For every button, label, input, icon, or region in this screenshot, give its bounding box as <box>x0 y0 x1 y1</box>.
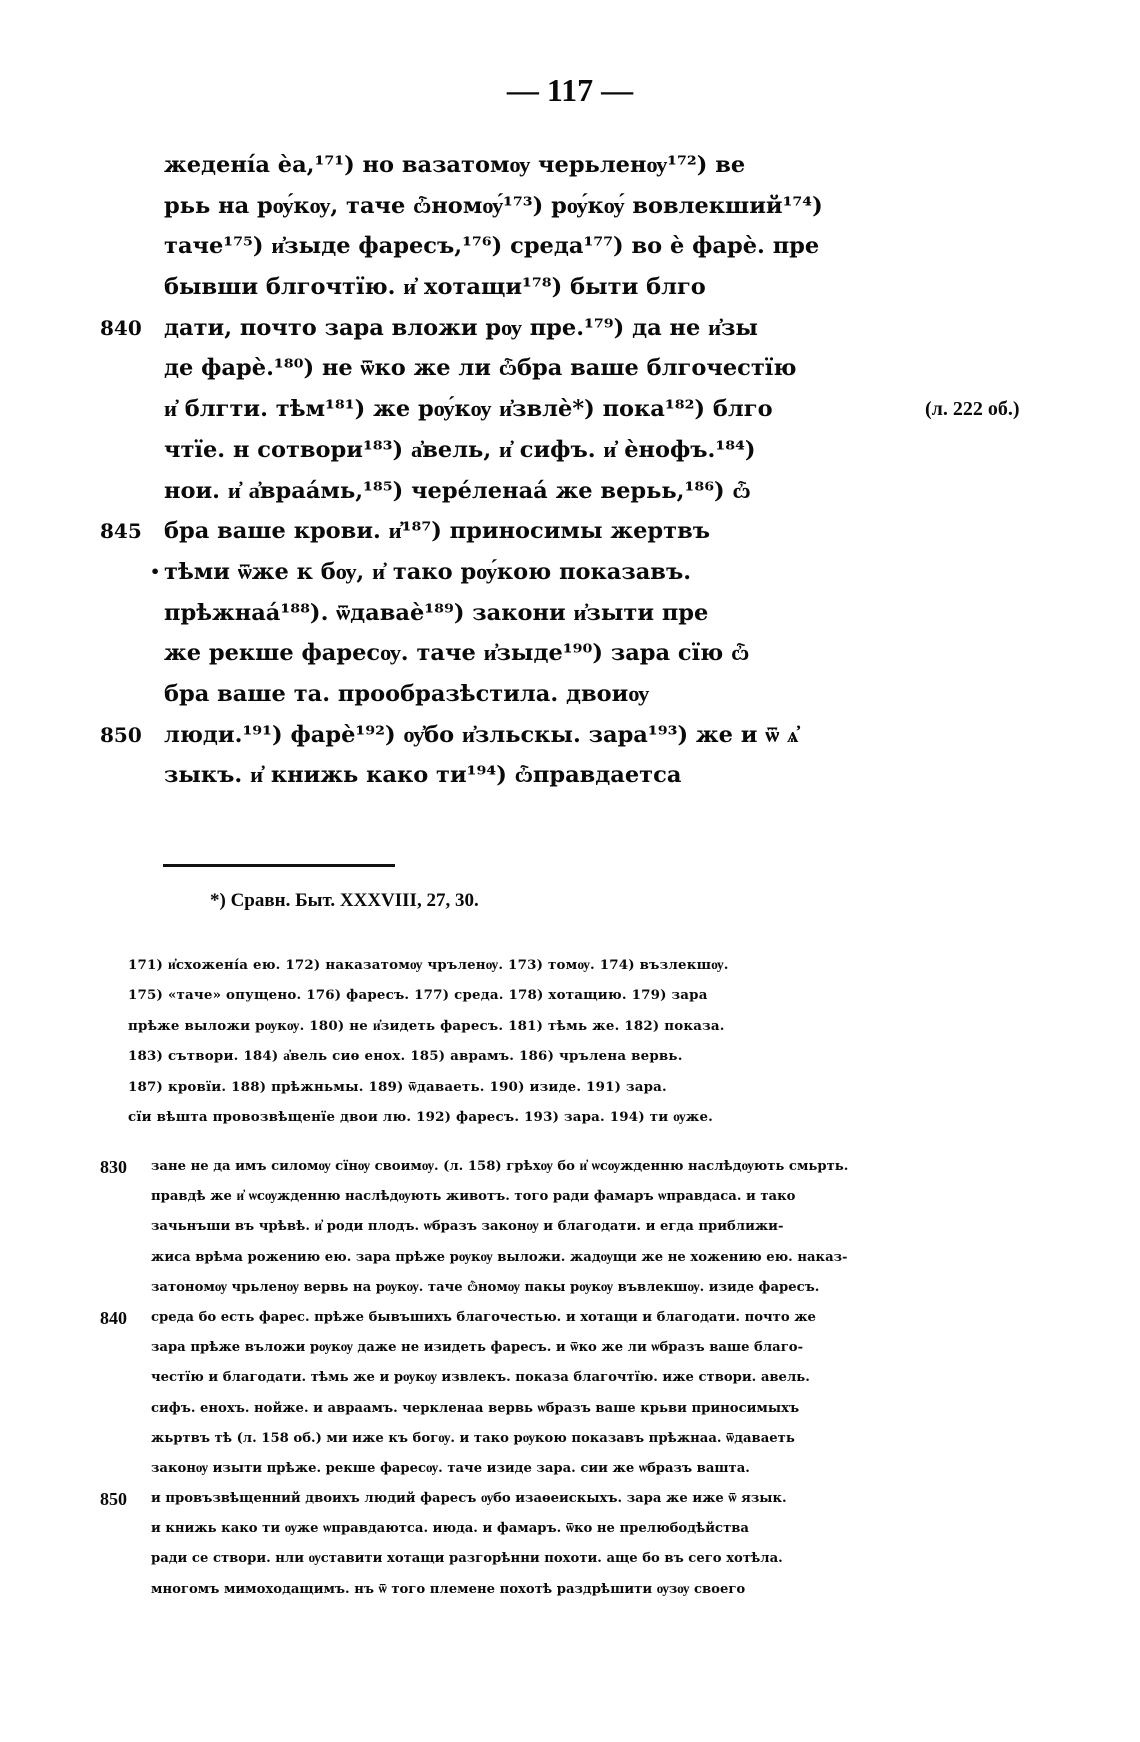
parallel-text-line <box>100 1484 1050 1514</box>
parallel-text-block <box>100 1152 1050 1605</box>
parallel-text-line <box>100 1454 1050 1484</box>
variant-reading-line: 171) и҆схожені́а ею. 172) наказатомѹ чръленѹ. 173) томѹ. 174) възлекшѹ. <box>128 957 729 973</box>
footnote-separator <box>163 864 395 867</box>
parallel-text-line <box>100 1152 1050 1182</box>
variant-reading-line: сїи вѣшта провозвѣщенїе двои лю. 192) фаресъ. 193) зара. 194) ти ѹже. <box>128 1108 714 1125</box>
main-text-line <box>100 715 1100 756</box>
parallel-text-line <box>100 1243 1050 1273</box>
variant-reading-line: 175) «таче» опущено. 176) фаресъ. 177) среда. 178) хотащию. 179) зара <box>128 987 708 1004</box>
line-text: де фарѐ.¹⁸⁰) не ѿко же ли ѽбра ваше блгочестїю <box>164 355 797 382</box>
main-text-block <box>100 145 1100 796</box>
line-text: затономѹ чрьленѹ вервь на рѹкѹ. таче ѽномѹ пакы рѹкѹ въвлекшѹ. изиде фаресъ. <box>151 1279 820 1295</box>
line-text: ради се створи. нли ѹставити хотащи разгорѣнни похоти. аще бо въ сего хотѣла. <box>151 1551 783 1567</box>
line-text: таче¹⁷⁵) и҆зыде фаресъ,¹⁷⁶) среда¹⁷⁷) во ѐ фарѐ. пре <box>164 233 820 260</box>
main-text-line <box>100 511 1100 552</box>
variant-reading-line: 183) сътвори. 184) а҆вель сиѳ енох. 185) аврамъ. 186) чрълена вервь. <box>128 1048 683 1065</box>
main-text-line <box>100 186 1100 227</box>
margin-bullet-mark: • <box>150 561 161 581</box>
line-number: 850 <box>100 722 142 747</box>
main-text-line <box>100 226 1100 267</box>
main-text-line <box>100 308 1100 349</box>
line-text: зыкъ. и҆ книжь како ти¹⁹⁴) ѽправдаетса <box>164 762 682 789</box>
parallel-text-line <box>100 1394 1050 1424</box>
line-text: сифъ. енохъ. нойже. и авраамъ. черкленаа вервь ѡбразъ ваше крьви приносимыхъ <box>151 1400 800 1416</box>
line-text: зара прѣже въложи рѹкѹ даже не изидеть фаресъ. и ѿко же ли ѡбразъ ваше благо- <box>151 1340 804 1356</box>
parallel-text-line <box>100 1273 1050 1303</box>
line-text: бра ваше та. прообразѣстила. двоиѹ <box>164 680 650 707</box>
parallel-text-line <box>100 1363 1050 1393</box>
main-text-line <box>100 593 1100 634</box>
variant-readings-block <box>128 950 1048 1132</box>
parallel-text-line <box>100 1182 1050 1212</box>
line-number: 840 <box>100 1307 127 1328</box>
main-text-line <box>100 552 1100 593</box>
line-text: и провъзвѣщенний двоихъ людий фаресъ ѹбо изаѳеискыхъ. зара же иже ѿ язык. <box>151 1491 787 1507</box>
line-text: жиса врѣма рожению ею. зара прѣже рѹкѹ выложи. жадѹщи же не хожению ею. наказ- <box>151 1249 848 1265</box>
page-number: — 117 — <box>506 72 634 108</box>
line-text: рьь на рѹ́кѹ, таче ѽномѹ́¹⁷³) рѹ́кѹ́ вовлекший¹⁷⁴) <box>164 192 823 219</box>
line-text: жьртвъ тѣ (л. 158 об.) ми иже къ богѹ. и тако рѹкою показавъ прѣжнаа. ѿдаваеть <box>151 1430 795 1446</box>
parallel-text-line <box>100 1424 1050 1454</box>
parallel-text-line <box>100 1212 1050 1242</box>
line-text: и книжь како ти ѹже ѡправдаютса. июда. и фамаръ. ѿко не прелюбодѣйства <box>151 1521 749 1537</box>
main-text-line <box>100 430 1100 471</box>
parallel-text-line <box>100 1303 1050 1333</box>
folio-margin-note: (л. 222 об.) <box>925 398 1020 421</box>
main-text-line <box>100 674 1100 715</box>
line-text: бывши блгочтїю. и҆ хотащи¹⁷⁸) быти блго <box>164 274 706 301</box>
line-text: зачьнъши въ чрѣвѣ. и҆ роди плодъ. ѡбразъ законѹ и благодати. и егда приближи- <box>151 1219 784 1235</box>
line-text: бра ваше крови. и҆¹⁸⁷) приносимы жертвъ <box>164 518 710 545</box>
line-text: нои. и҆ а҆враа́мь,¹⁸⁵) чере́ленаа́ же верьь,¹⁸⁶) ѽ <box>164 477 751 504</box>
line-text: прѣжнаа́¹⁸⁸). ѿдаваѐ¹⁸⁹) закони и҆зыти пре <box>164 599 709 626</box>
footnote: *) Сравн. Быт. XXXVIII, 27, 30. <box>210 890 479 911</box>
variant-reading-line: прѣже выложи рѹкѹ. 180) не и҆зидеть фаресъ. 181) тѣмь же. 182) показа. <box>128 1017 725 1034</box>
variant-reading-line: 187) кровїи. 188) прѣжньмы. 189) ѿдаваеть. 190) изиде. 191) зара. <box>128 1078 667 1095</box>
main-text-line <box>100 633 1100 674</box>
line-text: дати, почто зара вложи рѹ пре.¹⁷⁹) да не и҆зы <box>164 314 758 341</box>
parallel-text-line <box>100 1333 1050 1363</box>
main-text-line <box>100 389 1100 430</box>
line-text: чтїе. н сотвори¹⁸³) а҆вель, и҆ сифъ. и҆ ѐнофъ.¹⁸⁴) <box>164 436 756 463</box>
main-text-line <box>100 348 1100 389</box>
line-number: 850 <box>100 1489 127 1510</box>
line-text: правдѣ же и҆ ѡсѹжденню наслѣдѹють животъ. того ради фамаръ ѡправдаса. и тако <box>151 1189 796 1205</box>
line-text: люди.¹⁹¹) фарѐ¹⁹²) ѹ҆бо и҆зльскы. зара¹⁹³) же и ѿ ѧ҆ <box>164 721 799 748</box>
line-text: честїю и благодати. тѣмь же и рѹкѹ извлекъ. показа благочтїю. иже створи. авель. <box>151 1370 810 1386</box>
line-text: и҆ блгти. тѣм¹⁸¹) же рѹ́кѹ и҆звлѐ*) пока¹⁸²) блго <box>164 396 773 423</box>
line-number: 840 <box>100 315 142 340</box>
parallel-text-line <box>100 1575 1050 1605</box>
line-text: среда бо есть фарес. прѣже бывъшихъ благочестью. и хотащи и благодати. почто же <box>151 1309 816 1325</box>
line-text: зане не да имъ силомѹ сїнѹ своимѹ. (л. 158) грѣхѹ бо и҆ ѡсѹжденню наслѣдѹють смьрть. <box>151 1159 849 1174</box>
main-text-line <box>100 267 1100 308</box>
parallel-text-line <box>100 1544 1050 1574</box>
main-text-line <box>100 755 1100 796</box>
line-text: многомъ мимоходащимъ. нъ ѿ того племене похотѣ раздрѣшити ѹзѹ своего <box>151 1581 746 1597</box>
line-text: же рекше фаресѹ. таче и҆зыде¹⁹⁰) зара сїю ѽ <box>164 640 750 667</box>
line-number: 830 <box>100 1157 127 1177</box>
parallel-text-line <box>100 1514 1050 1544</box>
line-text: законѹ изыти прѣже. рекше фаресѹ. таче изиде зара. сии же ѡбразъ вашта. <box>151 1460 750 1476</box>
line-text: жедені́а ѐа,¹⁷¹) но вазатомѹ черьленѹ¹⁷²) ве <box>164 152 746 178</box>
main-text-line <box>100 471 1100 512</box>
main-text-line <box>100 145 1100 186</box>
line-number: 845 <box>100 519 142 544</box>
line-text: тѣми ѿже к бѹ, и҆ тако рѹ́кою показавъ. <box>164 558 692 585</box>
